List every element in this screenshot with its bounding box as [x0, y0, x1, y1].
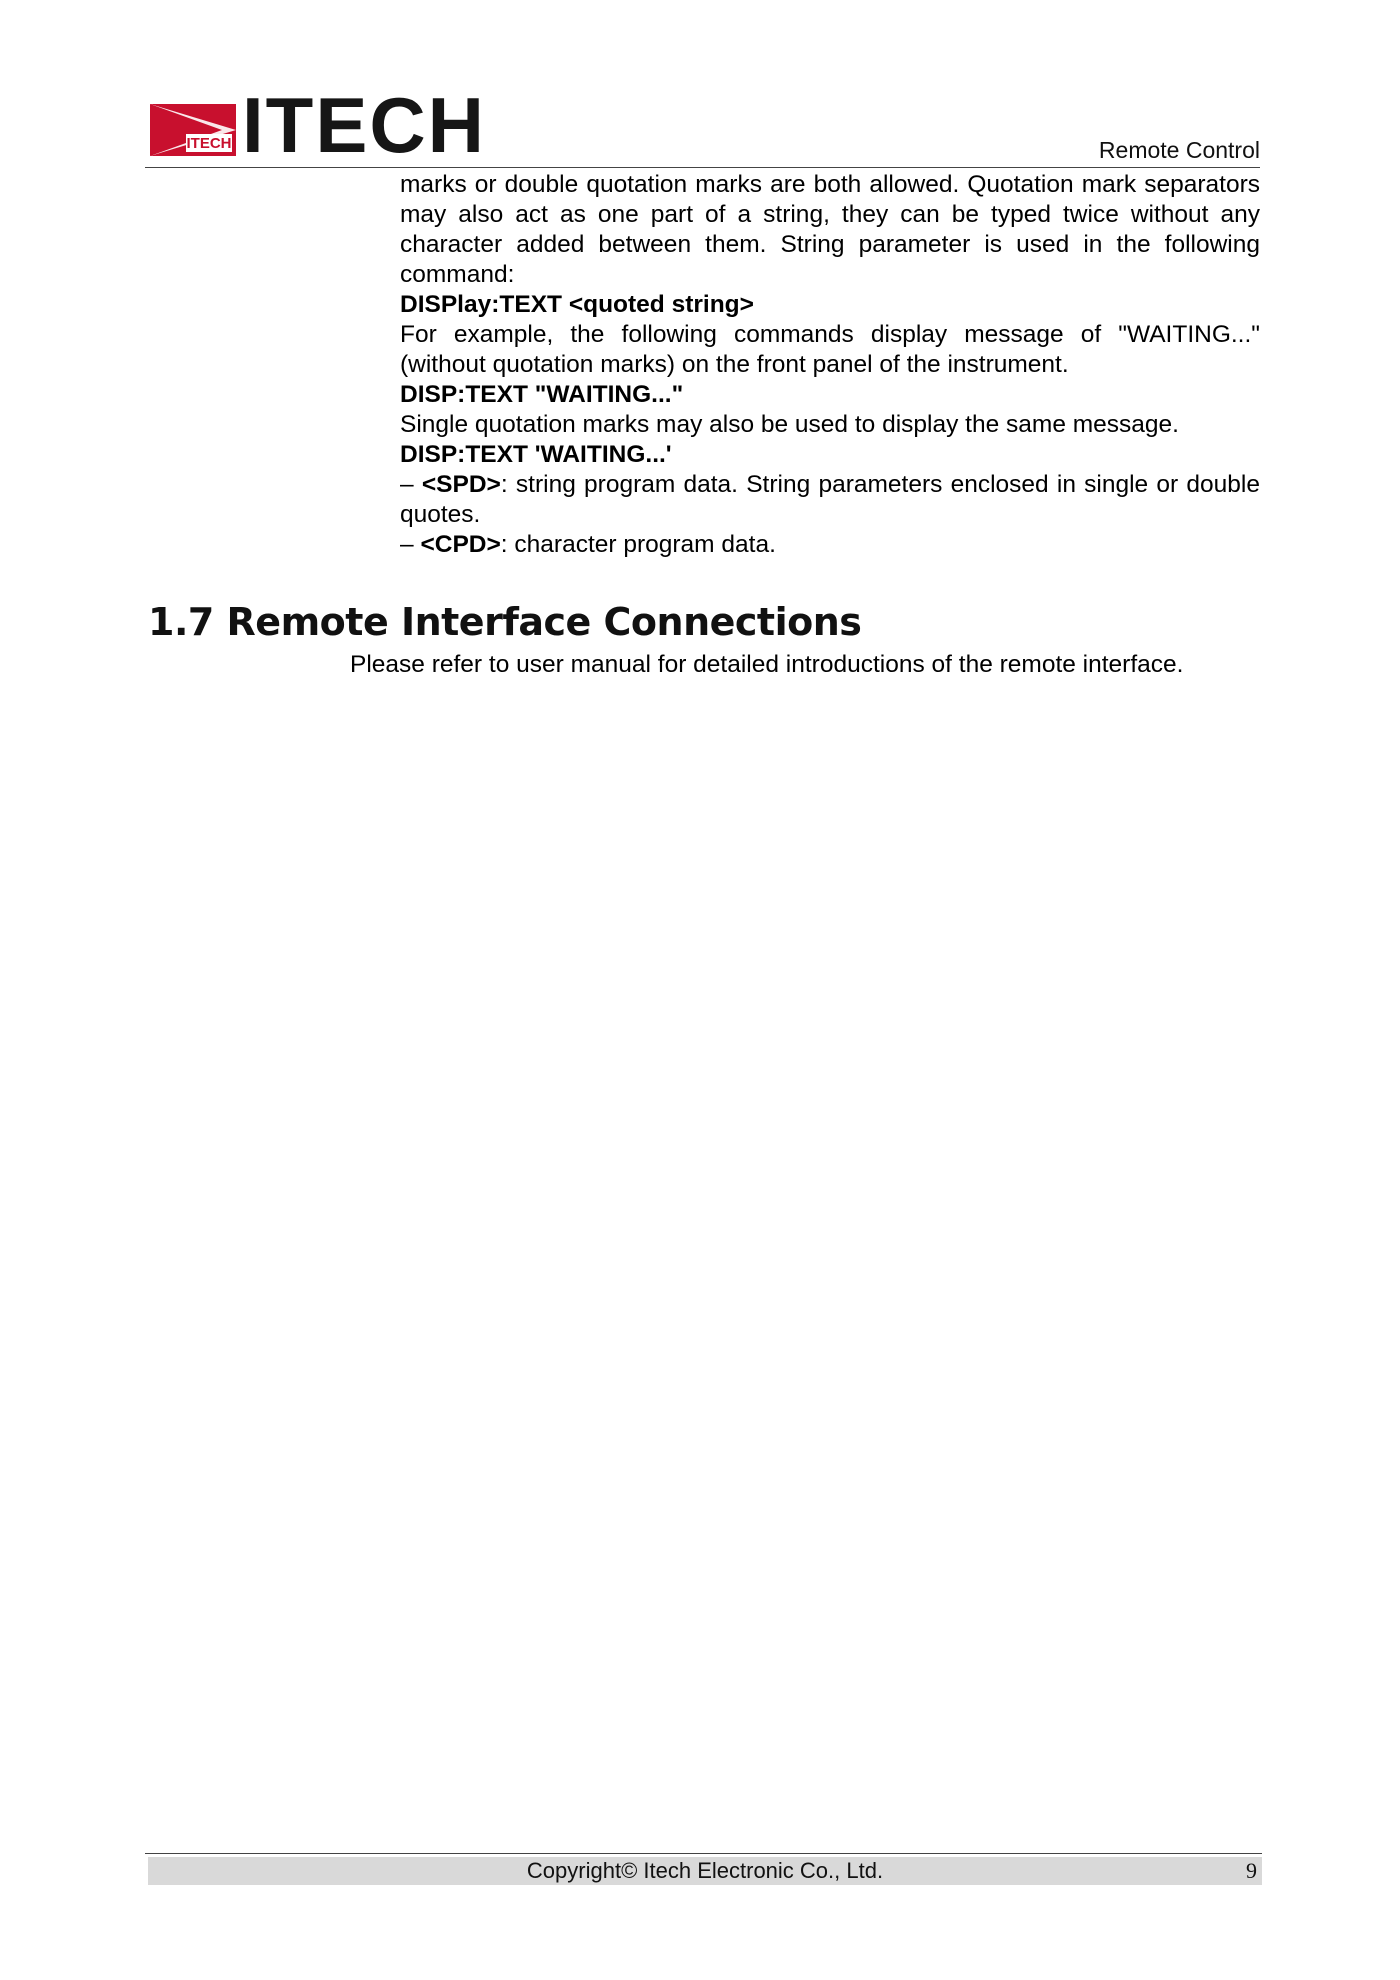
page-header — [145, 81, 1260, 169]
term-cpd: <CPD> — [420, 531, 501, 558]
definition-cpd — [400, 530, 1260, 560]
dash: – — [400, 531, 414, 558]
logo-wordmark: ITECH — [242, 81, 486, 169]
definition-text: : string program data. String parameters enclosed in single or double quotes. — [400, 471, 1260, 528]
command-example: DISP:TEXT "WAITING..." — [400, 381, 684, 408]
body-text — [400, 170, 1260, 560]
term-spd: <SPD> — [421, 471, 501, 498]
chapter-label: Remote Control — [1098, 137, 1260, 163]
itech-logo — [150, 81, 490, 169]
section-paragraph: Please refer to user manual for detailed introductions of the remote interface. — [350, 651, 1184, 678]
section-heading: 1.7 Remote Interface Connections — [148, 600, 862, 644]
dash: – — [400, 471, 414, 498]
paragraph: For example, the following commands display message of "WAITING..." (without quotation marks) on the front panel of the instrument. — [400, 321, 1260, 378]
command-example: DISPlay:TEXT <quoted string> — [400, 291, 754, 318]
command-example: DISP:TEXT 'WAITING...' — [400, 441, 672, 468]
definition-text: : character program data. — [500, 531, 776, 558]
footer-divider — [145, 1853, 1262, 1854]
paragraph: marks or double quotation marks are both allowed. Quotation mark separators may also act as one part of a string, they can be typed twice without any character added between them. String parameter is used in the following command: — [400, 171, 1260, 288]
page-number: 9 — [1246, 1858, 1257, 1883]
header-divider — [145, 167, 1260, 168]
logo-mark-icon — [150, 104, 236, 156]
copyright-text: Copyright© Itech Electronic Co., Ltd. — [526, 1858, 884, 1883]
definition-spd — [400, 470, 1260, 530]
logo-mark-text: ITECH — [186, 135, 232, 152]
paragraph: Single quotation marks may also be used to display the same message. — [400, 411, 1179, 438]
page-footer — [148, 1857, 1262, 1885]
